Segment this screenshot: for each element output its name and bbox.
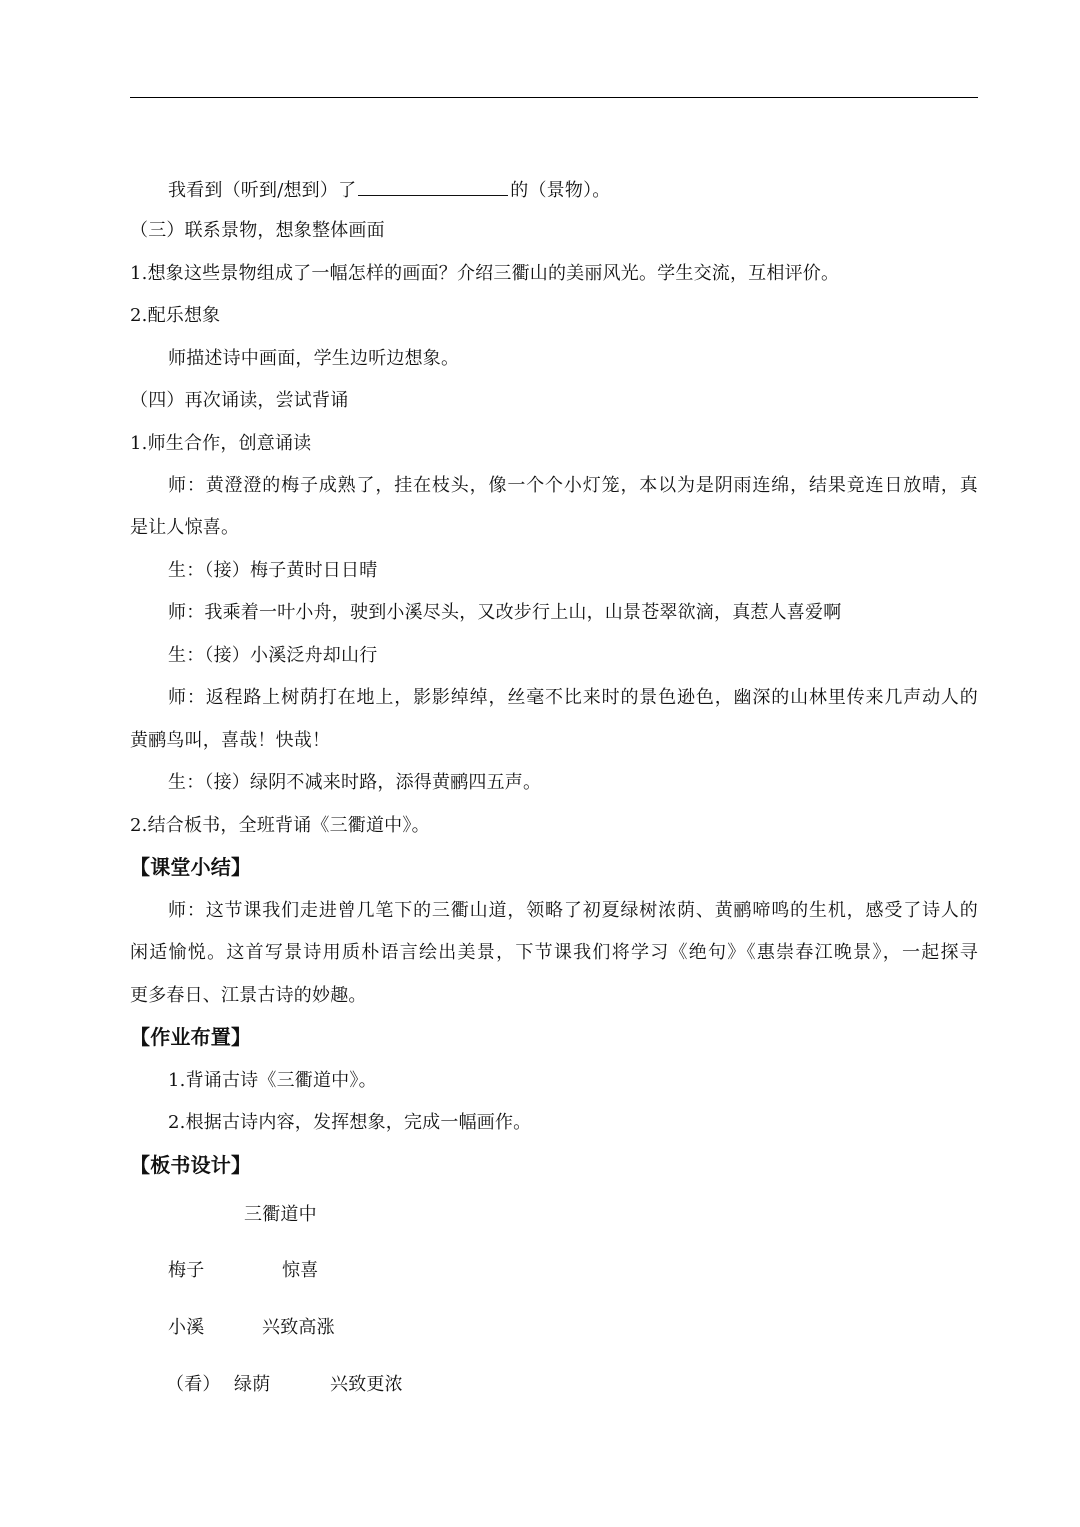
section-four-heading: （四）再次诵读，尝试背诵 xyxy=(130,390,349,411)
board-title: 三衢道中 xyxy=(244,1204,317,1225)
board-row-3-prefix: （看） xyxy=(166,1374,221,1395)
dialogue-teacher-3-line-1: 师：返程路上树荫打在地上，影影绰绰，丝毫不比来时的景色逊色，幽深的山林里传来几声动人的 xyxy=(168,687,978,708)
dialogue-student-2: 生：（接）小溪泛舟却山行 xyxy=(168,645,378,666)
summary-line-1: 师：这节课我们走进曾几笔下的三衢山道，领略了初夏绿树浓荫、黄鹂啼鸣的生机，感受了诗人的 xyxy=(168,900,978,921)
dialogue-teacher-3-line-2: 黄鹂鸟叫，喜哉！快哉！ xyxy=(130,730,331,751)
summary-line-3: 更多春日、江景古诗的妙趣。 xyxy=(130,985,367,1006)
summary-heading: 【课堂小结】 xyxy=(130,855,252,879)
board-row-2-right: 兴致高涨 xyxy=(262,1317,335,1338)
dialogue-teacher-1-line-2: 是让人惊喜。 xyxy=(130,517,240,538)
header-rule xyxy=(130,97,978,98)
homework-heading: 【作业布置】 xyxy=(130,1025,252,1049)
homework-item-2: 2.根据古诗内容，发挥想象，完成一幅画作。 xyxy=(168,1112,532,1133)
board-row-3-right: 兴致更浓 xyxy=(330,1374,403,1395)
section-three-item-2: 2.配乐想象 xyxy=(130,305,221,326)
section-three-heading: （三）联系景物，想象整体画面 xyxy=(130,220,385,241)
summary-line-2: 闲适愉悦。这首写景诗用质朴语言绘出美景，下节课我们将学习《绝句》《惠崇春江晚景》，一起探寻 xyxy=(130,942,978,963)
section-four-item-1: 1.师生合作，创意诵读 xyxy=(130,433,312,454)
blank-line xyxy=(358,177,508,196)
dialogue-teacher-2: 师：我乘着一叶小舟，驶到小溪尽头，又改步行上山，山景苍翠欲滴，真惹人喜爱啊 xyxy=(168,602,842,623)
section-four-item-2: 2.结合板书，全班背诵《三衢道中》。 xyxy=(130,815,430,836)
dialogue-teacher-1-line-1: 师：黄澄澄的梅子成熟了，挂在枝头，像一个个小灯笼，本以为是阴雨连绵，结果竟连日放晴，真 xyxy=(168,475,978,496)
board-row-1-left: 梅子 xyxy=(168,1260,205,1281)
board-heading: 【板书设计】 xyxy=(130,1153,252,1177)
fill-in-prefix: 我看到（听到/想到）了 xyxy=(168,180,357,201)
board-row-3-left: 绿荫 xyxy=(234,1374,271,1395)
dialogue-student-1: 生：（接）梅子黄时日日晴 xyxy=(168,560,378,581)
section-three-item-1: 1.想象这些景物组成了一幅怎样的画面？介绍三衢山的美丽风光。学生交流，互相评价。 xyxy=(130,263,840,284)
board-row-1-right: 惊喜 xyxy=(282,1260,319,1281)
section-three-item-2-text: 师描述诗中画面，学生边听边想象。 xyxy=(168,348,460,369)
fill-in-sentence xyxy=(168,177,610,203)
dialogue-student-3: 生：（接）绿阴不减来时路，添得黄鹂四五声。 xyxy=(168,772,542,793)
homework-item-1: 1.背诵古诗《三衢道中》。 xyxy=(168,1070,377,1091)
fill-in-suffix: 的（景物）。 xyxy=(510,180,611,201)
board-row-2-left: 小溪 xyxy=(168,1317,205,1338)
